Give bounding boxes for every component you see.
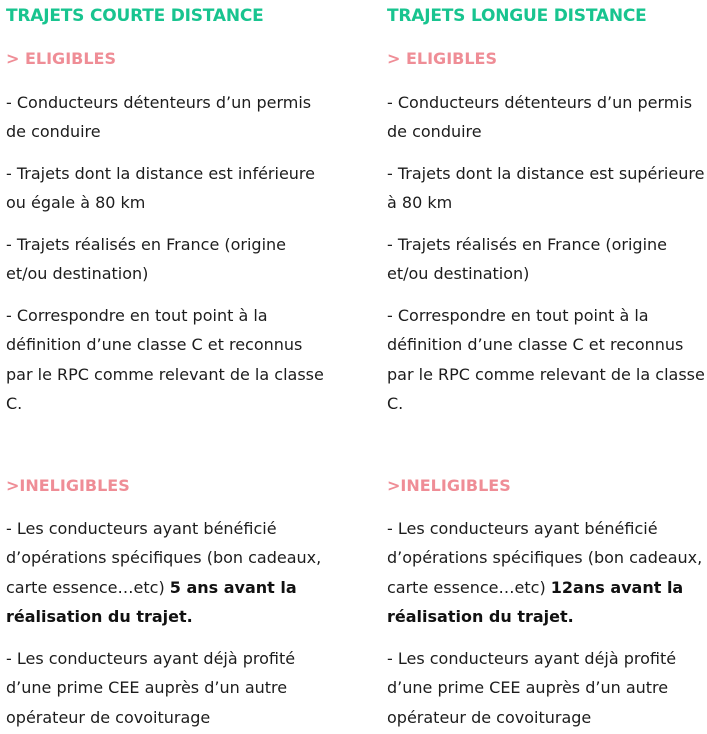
ineligible-title: >INELIGIBLES	[387, 476, 511, 495]
ineligible-item-text: - Les conducteurs ayant bénéficié d’opérations spécifiques (bon cadeaux, carte essence…etc)	[387, 519, 703, 597]
eligible-item: - Trajets dont la distance est supérieure à 80 km	[387, 164, 705, 213]
column-heading: TRAJETS COURTE DISTANCE	[6, 6, 264, 26]
ineligible-item: - Les conducteurs ayant déjà profité d’une prime CEE auprès d’un autre opérateur de covoiturage	[387, 649, 677, 727]
eligible-item: - Trajets réalisés en France (origine et/ou destination)	[6, 235, 287, 284]
eligible-item: - Correspondre en tout point à la définition d’une classe C et reconnus par le RPC comme relevant de la classe C.	[6, 306, 324, 413]
ineligible-item-text: - Les conducteurs ayant bénéficié d’opérations spécifiques (bon cadeaux, carte essence…etc)	[6, 519, 322, 597]
eligible-item: - Trajets réalisés en France (origine et/ou destination)	[387, 235, 668, 284]
eligible-item: - Conducteurs détenteurs d’un permis de conduire	[387, 93, 693, 142]
eligible-item: - Conducteurs détenteurs d’un permis de conduire	[6, 93, 312, 142]
ineligible-item	[6, 514, 326, 631]
ineligible-item-emphasis: 12ans avant la réalisation du trajet.	[387, 577, 684, 626]
ineligible-title: >INELIGIBLES	[6, 476, 130, 495]
ineligible-item	[387, 514, 707, 631]
eligible-title: > ELIGIBLES	[387, 49, 497, 68]
eligible-item: - Trajets dont la distance est inférieure ou égale à 80 km	[6, 164, 315, 213]
ineligible-item-emphasis: 5 ans avant la réalisation du trajet.	[6, 577, 297, 626]
eligible-title: > ELIGIBLES	[6, 49, 116, 68]
eligible-item: - Correspondre en tout point à la définition d’une classe C et reconnus par le RPC comme relevant de la classe C.	[387, 306, 705, 413]
ineligible-item: - Les conducteurs ayant déjà profité d’une prime CEE auprès d’un autre opérateur de covoiturage	[6, 649, 296, 727]
column-heading: TRAJETS LONGUE DISTANCE	[387, 6, 647, 26]
